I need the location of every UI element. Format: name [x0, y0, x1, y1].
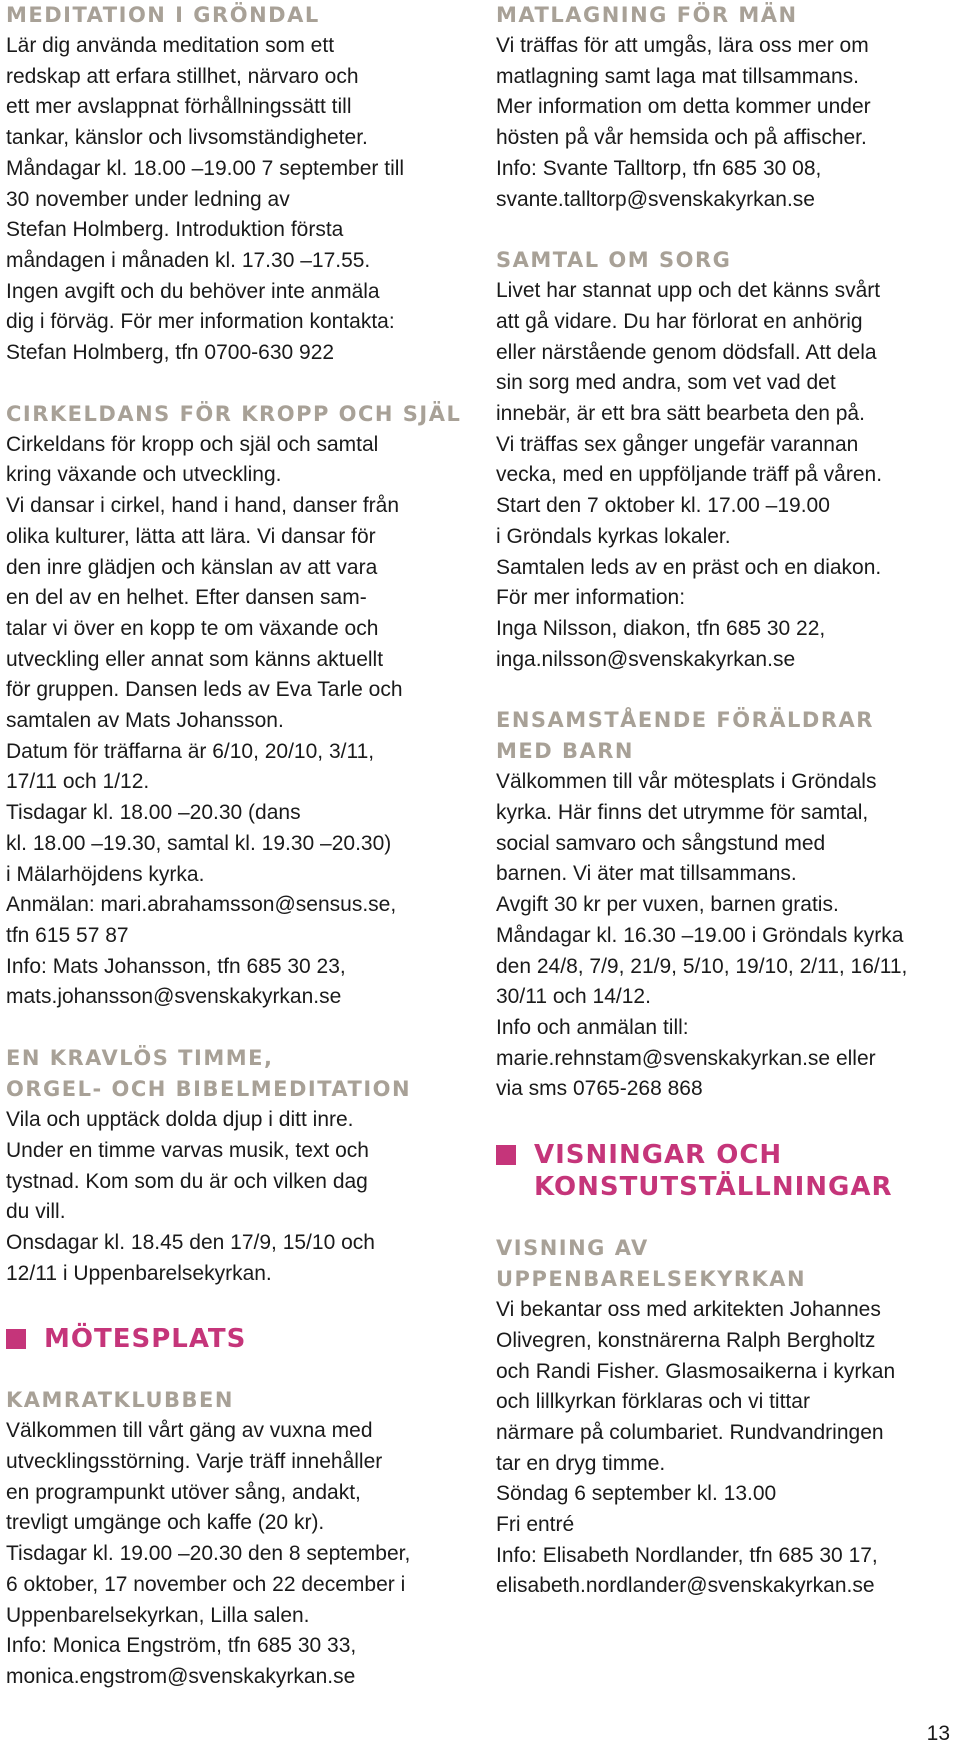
- spacer: [6, 1355, 476, 1385]
- text-line: 30 november under ledning av: [6, 187, 290, 211]
- text-line: Måndagar kl. 18.00 –19.00 7 september till: [6, 156, 405, 180]
- text-line: Vi träffas sex gånger ungefär varannan: [496, 432, 859, 456]
- text-line: och lillkyrkan förklaras och vi tittar: [496, 1390, 810, 1414]
- text-line: Datum för träffarna är 6/10, 20/10, 3/11,: [6, 739, 375, 763]
- text-line: innebär, är ett bra sätt bearbeta den på.: [496, 402, 865, 426]
- text-line: kl. 18.00 –19.30, samtal kl. 19.30 –20.30): [6, 831, 392, 855]
- spacer: [496, 215, 956, 245]
- text-line: för gruppen. Dansen leds av Eva Tarle och: [6, 678, 403, 702]
- text-line: Vila och upptäck dolda djup i ditt inre.: [6, 1108, 354, 1132]
- text-line: monica.engstrom@svenskakyrkan.se: [6, 1664, 356, 1688]
- text-line: Måndagar kl. 16.30 –19.00 i Gröndals kyrka: [496, 923, 904, 947]
- text-line: kring växande och utveckling.: [6, 463, 282, 487]
- text-line: du vill.: [6, 1200, 66, 1224]
- text-line: Tisdagar kl. 18.00 –20.30 (dans: [6, 801, 301, 825]
- text-line: Olivegren, konstnärerna Ralph Bergholtz: [496, 1328, 876, 1352]
- text-line: Söndag 6 september kl. 13.00: [496, 1482, 777, 1506]
- section-heading-ensamstaende: [496, 705, 956, 767]
- text-line: sin sorg med andra, som vet vad det: [496, 371, 836, 395]
- text-line: mats.johansson@svenskakyrkan.se: [6, 985, 342, 1009]
- text-line: marie.rehnstam@svenskakyrkan.se eller: [496, 1046, 876, 1070]
- text-line: tystnad. Kom som du är och vilken dag: [6, 1169, 368, 1193]
- section-heading-kravlos: [6, 1043, 476, 1105]
- text-line: dig i förväg. För mer information kontakta:: [6, 310, 395, 334]
- square-bullet-icon: [6, 1329, 26, 1349]
- text-line: Inga Nilsson, diakon, tfn 685 30 22,: [496, 616, 826, 640]
- text-line: Lär dig använda meditation som ett: [6, 34, 335, 57]
- section-ensamstaende: [496, 705, 956, 1105]
- text-line: 12/11 i Uppenbarelsekyrkan.: [6, 1261, 272, 1285]
- text-line: i Mälarhöjdens kyrka.: [6, 862, 205, 886]
- text-line: redskap att erfara stillhet, närvaro och: [6, 64, 359, 88]
- section-body-kravlos: [6, 1105, 476, 1289]
- heading-line: EN KRAVLÖS TIMME,: [6, 1046, 274, 1071]
- section-heading-cirkeldans: [6, 399, 476, 430]
- text-line: För mer information:: [496, 586, 686, 610]
- heading-line: MED BARN: [496, 739, 634, 764]
- heading-line: VISNINGAR OCH: [534, 1140, 783, 1171]
- text-line: 17/11 och 1/12.: [6, 770, 150, 794]
- square-bullet-icon: [496, 1145, 516, 1165]
- text-line: Vi träffas för att umgås, lära oss mer om: [496, 34, 869, 57]
- heading-line: MATLAGNING FÖR MÄN: [496, 3, 798, 27]
- text-line: Under en timme varvas musik, text och: [6, 1138, 369, 1162]
- spacer: [496, 675, 956, 705]
- text-line: att gå vidare. Du har förlorat en anhörig: [496, 309, 863, 333]
- text-line: barnen. Vi äter mat tillsammans.: [496, 862, 797, 886]
- spacer: [6, 1289, 476, 1323]
- text-line: Cirkeldans för kropp och själ och samtal: [6, 432, 379, 456]
- text-line: Stefan Holmberg, tfn 0700-630 922: [6, 341, 335, 365]
- section-body-cirkeldans: [6, 430, 476, 1013]
- text-line: hösten på vår hemsida och på affischer.: [496, 126, 867, 150]
- section-cirkeldans: [6, 399, 476, 1013]
- right-column: [496, 0, 956, 1602]
- page-number: 13: [926, 1722, 950, 1745]
- heading-line: ORGEL- OCH BIBELMEDITATION: [6, 1077, 412, 1102]
- text-line: den 24/8, 7/9, 21/9, 5/10, 19/10, 2/11, 16/11,: [496, 954, 908, 978]
- section-samtal: [496, 245, 956, 675]
- left-column: [6, 0, 476, 1693]
- section-motesplats: [6, 1323, 476, 1355]
- text-line: svante.talltorp@svenskakyrkan.se: [496, 187, 815, 211]
- text-line: Samtalen leds av en präst och en diakon.: [496, 555, 882, 579]
- section-kamratklubben: [6, 1385, 476, 1692]
- text-line: Stefan Holmberg. Introduktion första: [6, 218, 344, 242]
- text-line: närmare på columbariet. Rundvandringen: [496, 1420, 884, 1444]
- text-line: Ingen avgift och du behöver inte anmäla: [6, 279, 380, 303]
- section-body-ensamstaende: [496, 767, 956, 1105]
- text-line: Välkommen till vår mötesplats i Gröndals: [496, 770, 877, 794]
- section-visning_uppenbarelse: [496, 1233, 956, 1602]
- text-line: talar vi över en kopp te om växande och: [6, 616, 379, 640]
- text-line: i Gröndals kyrkas lokaler.: [496, 524, 731, 548]
- heading-line: MEDITATION I GRÖNDAL: [6, 3, 320, 27]
- text-line: en programpunkt utöver sång, andakt,: [6, 1480, 361, 1504]
- spacer: [496, 1203, 956, 1233]
- section-body-visning_uppenbarelse: [496, 1295, 956, 1602]
- heading-line: KAMRATKLUBBEN: [6, 1388, 234, 1413]
- heading-line: SAMTAL OM SORG: [496, 248, 732, 273]
- text-line: 6 oktober, 17 november och 22 december i: [6, 1572, 406, 1596]
- text-line: social samvaro och sångstund med: [496, 831, 826, 855]
- text-line: utvecklingsstörning. Varje träff innehåller: [6, 1450, 383, 1474]
- text-line: Tisdagar kl. 19.00 –20.30 den 8 september,: [6, 1542, 411, 1566]
- section-matlagning: [496, 0, 956, 215]
- text-line: elisabeth.nordlander@svenskakyrkan.se: [496, 1574, 875, 1598]
- section-visningar: [496, 1139, 956, 1203]
- text-line: en del av en helhet. Efter dansen sam-: [6, 586, 367, 610]
- section-body-kamratklubben: [6, 1416, 476, 1692]
- text-line: Livet har stannat upp och det känns svårt: [496, 279, 881, 303]
- section-heading-kamratklubben: [6, 1385, 476, 1416]
- text-line: och Randi Fisher. Glasmosaikerna i kyrkan: [496, 1359, 896, 1383]
- text-line: Anmälan: mari.abrahamsson@sensus.se,: [6, 893, 397, 917]
- spacer: [6, 1013, 476, 1043]
- text-line: 30/11 och 14/12.: [496, 985, 651, 1009]
- text-line: Info: Elisabeth Nordlander, tfn 685 30 17,: [496, 1543, 878, 1567]
- section-kravlos: [6, 1043, 476, 1289]
- text-line: trevligt umgänge och kaffe (20 kr).: [6, 1511, 325, 1535]
- heading-line: VISNING AV UPPENBARELSEKYRKAN: [496, 1236, 807, 1292]
- main-heading-motesplats: [6, 1323, 476, 1355]
- text-line: via sms 0765-268 868: [496, 1077, 703, 1101]
- spacer: [496, 1105, 956, 1139]
- text-line: Info: Mats Johansson, tfn 685 30 23,: [6, 954, 346, 978]
- text-line: Fri entré: [496, 1513, 575, 1537]
- text-line: samtalen av Mats Johansson.: [6, 709, 284, 733]
- text-line: den inre glädjen och känslan av att vara: [6, 555, 378, 579]
- section-heading-samtal: [496, 245, 956, 276]
- text-line: Avgift 30 kr per vuxen, barnen gratis.: [496, 893, 839, 917]
- section-body-meditation: [6, 31, 476, 369]
- text-line: tar en dryg timme.: [496, 1451, 666, 1475]
- text-line: olika kulturer, lätta att lära. Vi dansar för: [6, 524, 376, 548]
- text-line: tankar, känslor och livsomständigheter.: [6, 126, 368, 150]
- text-line: Info och anmälan till:: [496, 1015, 689, 1039]
- text-line: Mer information om detta kommer under: [496, 95, 871, 119]
- text-line: Välkommen till vårt gäng av vuxna med: [6, 1419, 373, 1443]
- text-line: tfn 615 57 87: [6, 923, 129, 947]
- text-line: Info: Monica Engström, tfn 685 30 33,: [6, 1634, 357, 1658]
- text-line: Vi bekantar oss med arkitekten Johannes: [496, 1298, 881, 1322]
- text-line: Start den 7 oktober kl. 17.00 –19.00: [496, 494, 830, 518]
- text-line: inga.nilsson@svenskakyrkan.se: [496, 647, 796, 671]
- text-line: Info: Svante Talltorp, tfn 685 30 08,: [496, 156, 822, 180]
- text-line: Onsdagar kl. 18.45 den 17/9, 15/10 och: [6, 1230, 375, 1254]
- heading-line: MÖTESPLATS: [44, 1324, 247, 1355]
- text-line: kyrka. Här finns det utrymme för samtal,: [496, 801, 869, 825]
- heading-line: ENSAMSTÅENDE FÖRÄLDRAR: [496, 708, 874, 733]
- text-line: Uppenbarelsekyrkan, Lilla salen.: [6, 1603, 310, 1627]
- section-heading-visning_uppenbarelse: [496, 1233, 956, 1295]
- text-line: utveckling eller annat som känns aktuellt: [6, 647, 384, 671]
- text-line: ett mer avslappnat förhållningssätt till: [6, 95, 352, 119]
- text-line: vecka, med en uppföljande träff på våren.: [496, 463, 883, 487]
- text-line: eller närstående genom dödsfall. Att dela: [496, 340, 877, 364]
- section-body-samtal: [496, 276, 956, 675]
- section-meditation: [6, 0, 476, 369]
- text-line: Vi dansar i cirkel, hand i hand, danser från: [6, 494, 400, 518]
- spacer: [6, 369, 476, 399]
- section-heading-matlagning: [496, 0, 956, 31]
- text-line: måndagen i månaden kl. 17.30 –17.55.: [6, 248, 371, 272]
- section-heading-meditation: [6, 0, 476, 31]
- heading-line: KONSTUTSTÄLLNINGAR: [534, 1172, 893, 1203]
- section-body-matlagning: [496, 31, 956, 215]
- main-heading-visningar: [496, 1139, 956, 1203]
- text-line: matlagning samt laga mat tillsammans.: [496, 64, 859, 88]
- heading-line: CIRKELDANS FÖR KROPP OCH SJÄL: [6, 401, 462, 426]
